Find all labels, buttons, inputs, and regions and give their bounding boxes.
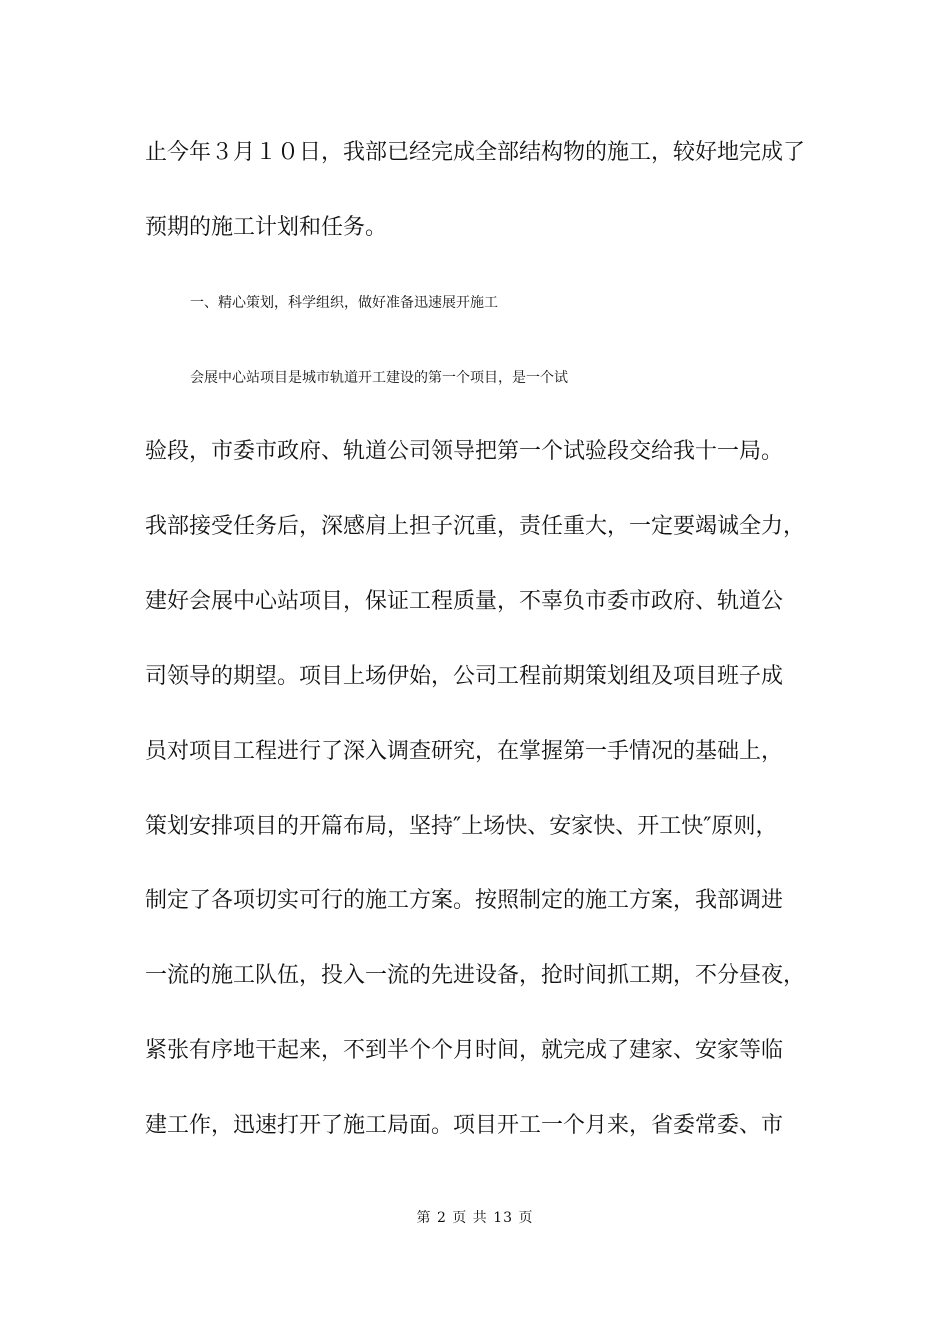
body-text-line: 一流的施工队伍，投入一流的先进设备，抢时间抓工期，不分昼夜， bbox=[145, 963, 806, 988]
body-text-line: 我部接受任务后，深感肩上担子沉重，责任重大，一定要竭诚全力， bbox=[145, 514, 806, 539]
page-number-footer: 第 2 页 共 13 页 bbox=[416, 1210, 534, 1226]
body-text-line: 建好会展中心站项目，保证工程质量，不辜负市委市政府、轨道公 bbox=[145, 589, 784, 614]
body-text-line: 建工作，迅速打开了施工局面。项目开工一个月来，省委常委、市 bbox=[145, 1113, 784, 1138]
body-text-line: 司领导的期望。项目上场伊始，公司工程前期策划组及项目班子成 bbox=[145, 664, 784, 689]
body-text-line: 验段，市委市政府、轨道公司领导把第一个试验段交给我十一局。 bbox=[145, 439, 784, 464]
section-heading: 一、精心策划，科学组织，做好准备迅速展开施工 bbox=[190, 295, 498, 311]
body-text-line: 策划安排项目的开篇布局，坚持″上场快、安家快、开工快″原则， bbox=[145, 814, 778, 839]
body-text-line: 会展中心站项目是城市轨道开工建设的第一个项目，是一个试 bbox=[190, 370, 568, 386]
body-text-line: 止今年３月１０日，我部已经完成全部结构物的施工，较好地完成了 bbox=[145, 140, 806, 165]
body-text-line: 制定了各项切实可行的施工方案。按照制定的施工方案，我部调进 bbox=[145, 888, 784, 913]
body-text-line: 紧张有序地干起来，不到半个个月时间，就完成了建家、安家等临 bbox=[145, 1038, 784, 1063]
body-text-line: 预期的施工计划和任务。 bbox=[145, 215, 388, 240]
body-text-line: 员对项目工程进行了深入调查研究，在掌握第一手情况的基础上， bbox=[145, 739, 784, 764]
